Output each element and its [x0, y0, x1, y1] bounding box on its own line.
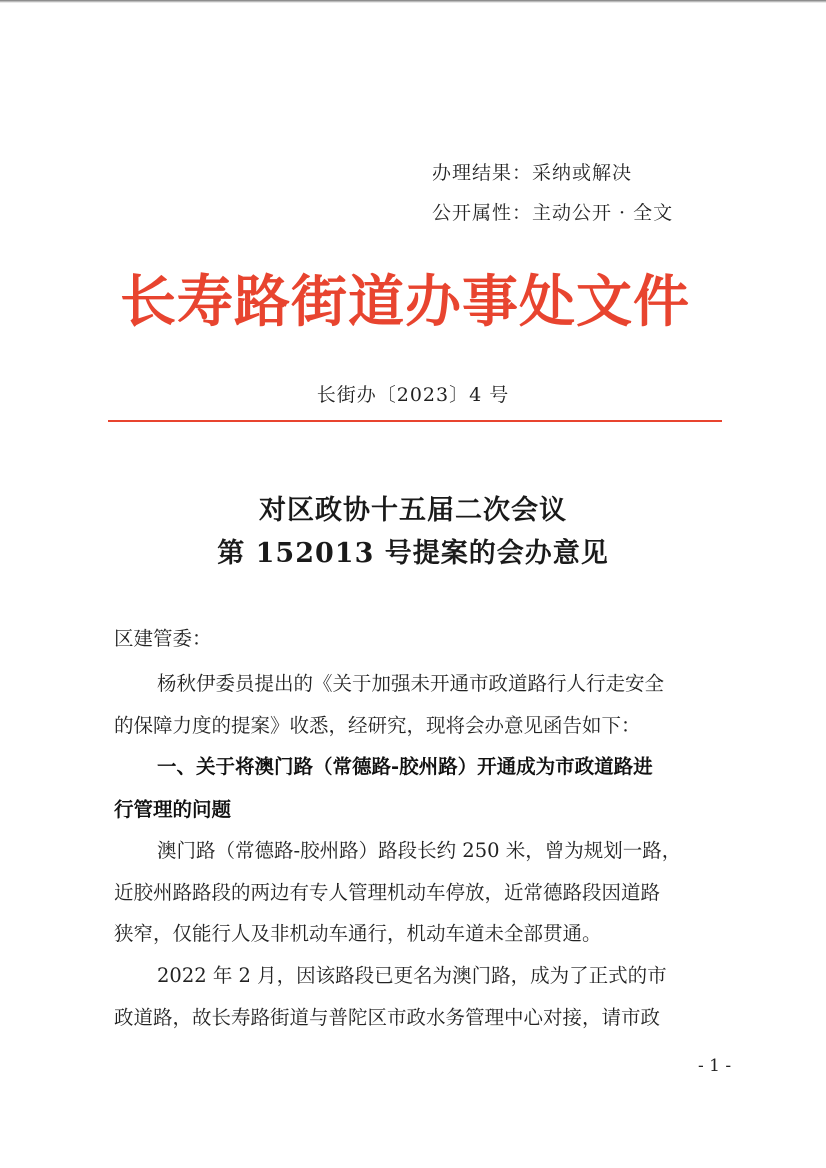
paragraph-line: 杨秋伊委员提出的《关于加强未开通市政道路行人行走安全 [157, 672, 665, 695]
disclosure-attribute: 公开属性：主动公开 · 全文 [432, 202, 674, 224]
document-title-line-1: 对区政协十五届二次会议 [259, 495, 567, 526]
paragraph-line: 的保障力度的提案》收悉，经研究，现将会办意见函告如下： [114, 714, 641, 737]
paragraph-line: 澳门路（常德路-胶州路）路段长约 250 米，曾为规划一路， [157, 839, 682, 862]
paragraph-line: 狭窄，仅能行人及非机动车通行，机动车道未全部贯通。 [114, 922, 602, 945]
red-divider-line [108, 420, 722, 422]
paragraph-line: 近胶州路路段的两边有专人管理机动车停放，近常德路段因道路 [114, 881, 661, 904]
paragraph-line: 2022 年 2 月，因该路段已更名为澳门路，成为了正式的市 [157, 964, 667, 987]
section-heading-line: 一、关于将澳门路（常德路-胶州路）开通成为市政道路进 [157, 755, 653, 778]
paragraph-line: 政道路，故长寿路街道与普陀区市政水务管理中心对接，请市政 [114, 1006, 661, 1029]
document-title-line-2: 第 152013 号提案的会办意见 [217, 538, 609, 569]
handling-result: 办理结果：采纳或解决 [432, 162, 633, 184]
scan-edge [0, 0, 826, 3]
document-number: 长街办〔2023〕4 号 [316, 384, 510, 406]
issuer-header-title: 长寿路街道办事处文件 [120, 270, 690, 335]
addressee: 区建管委： [114, 627, 212, 650]
section-heading-line: 行管理的问题 [114, 798, 232, 821]
page-number: - 1 - [698, 1056, 732, 1076]
